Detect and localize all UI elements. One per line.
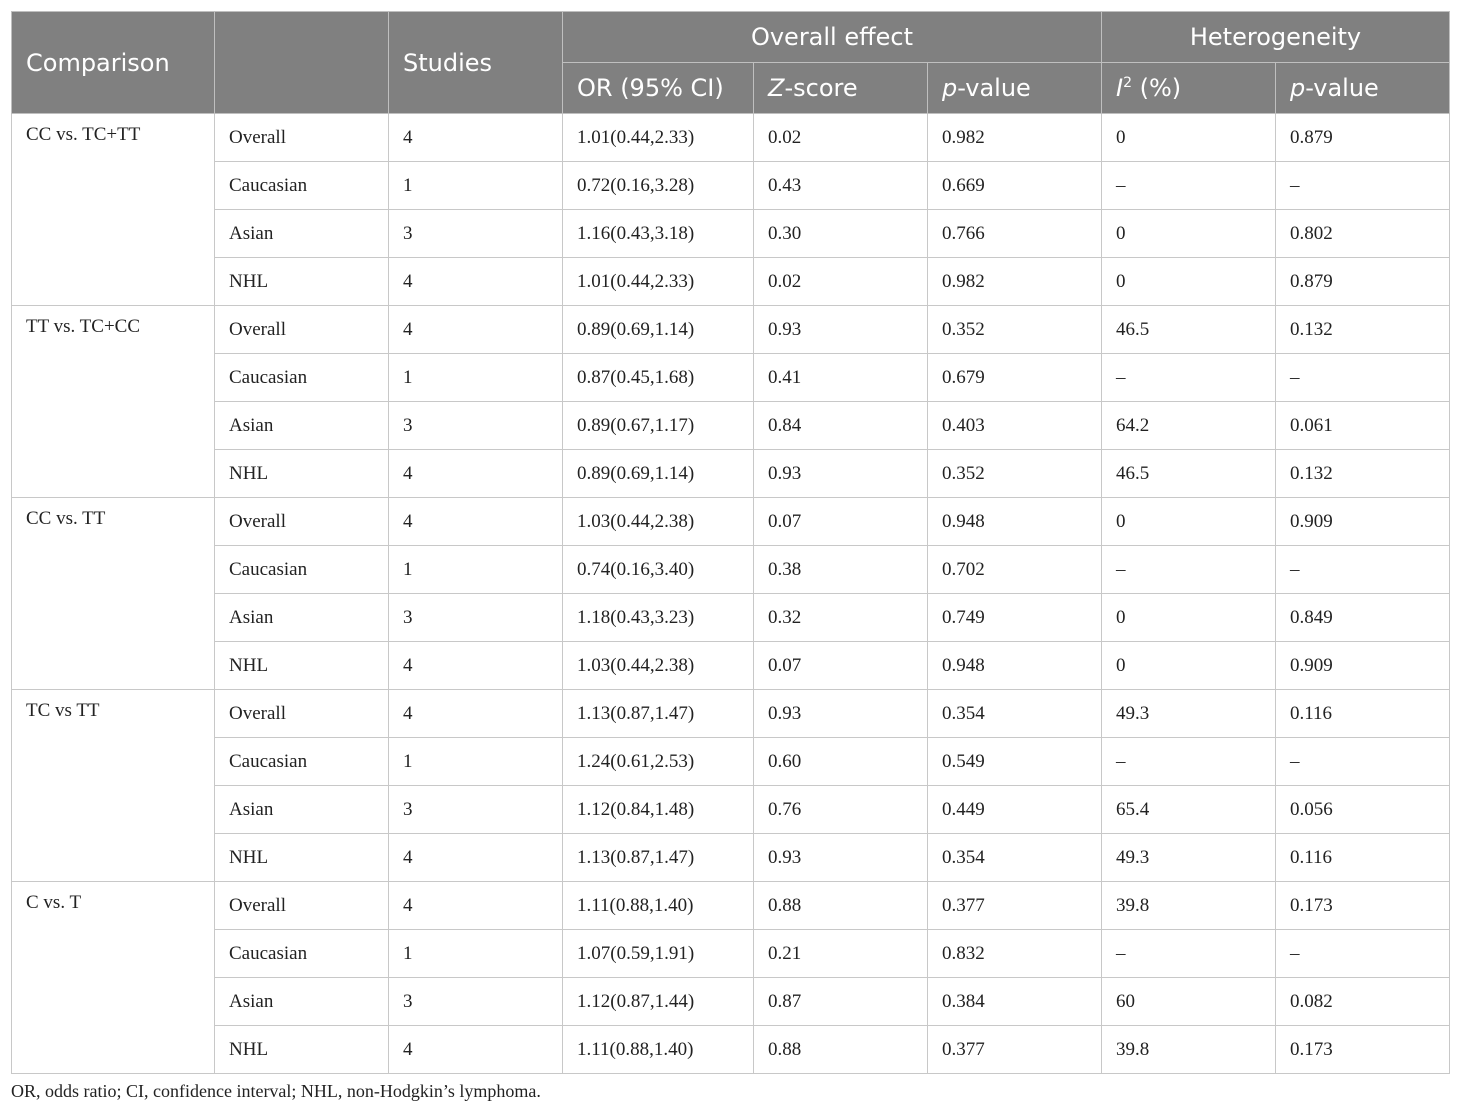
results-table xyxy=(11,11,1450,1074)
cell-studies: 4 xyxy=(389,498,563,546)
cell-subgroup: Caucasian xyxy=(215,546,389,594)
cell-p-value: 0.549 xyxy=(928,738,1102,786)
header-studies: Studies xyxy=(389,12,563,114)
cell-het-p-value: – xyxy=(1276,162,1450,210)
header-i-sup: 2 xyxy=(1123,75,1132,91)
cell-i2: 60 xyxy=(1102,978,1276,1026)
cell-het-p-value: 0.056 xyxy=(1276,786,1450,834)
cell-subgroup: Caucasian xyxy=(215,738,389,786)
cell-or-ci: 1.12(0.87,1.44) xyxy=(563,978,754,1026)
table-row xyxy=(12,882,1450,930)
cell-or-ci: 1.11(0.88,1.40) xyxy=(563,882,754,930)
header-comparison: Comparison xyxy=(12,12,215,114)
cell-or-ci: 1.24(0.61,2.53) xyxy=(563,738,754,786)
cell-comparison: CC vs. TT xyxy=(12,498,215,690)
table-row xyxy=(12,690,1450,738)
table-row xyxy=(12,498,1450,546)
cell-i2: 46.5 xyxy=(1102,450,1276,498)
cell-p-value: 0.702 xyxy=(928,546,1102,594)
cell-p-value: 0.354 xyxy=(928,834,1102,882)
cell-i2: – xyxy=(1102,162,1276,210)
cell-z-score: 0.88 xyxy=(754,882,928,930)
cell-or-ci: 1.12(0.84,1.48) xyxy=(563,786,754,834)
header-p2-rest: -value xyxy=(1305,74,1379,102)
cell-i2: 0 xyxy=(1102,594,1276,642)
header-subgroup xyxy=(215,12,389,114)
cell-or-ci: 1.01(0.44,2.33) xyxy=(563,258,754,306)
cell-z-score: 0.21 xyxy=(754,930,928,978)
cell-p-value: 0.679 xyxy=(928,354,1102,402)
cell-z-score: 0.02 xyxy=(754,258,928,306)
cell-z-score: 0.07 xyxy=(754,642,928,690)
cell-p-value: 0.377 xyxy=(928,1026,1102,1074)
cell-z-score: 0.02 xyxy=(754,114,928,162)
cell-studies: 4 xyxy=(389,642,563,690)
cell-het-p-value: 0.061 xyxy=(1276,402,1450,450)
cell-z-score: 0.76 xyxy=(754,786,928,834)
cell-subgroup: NHL xyxy=(215,1026,389,1074)
cell-subgroup: Overall xyxy=(215,306,389,354)
cell-subgroup: Caucasian xyxy=(215,354,389,402)
cell-studies: 4 xyxy=(389,450,563,498)
header-or-ci: OR (95% CI) xyxy=(563,63,754,114)
cell-p-value: 0.982 xyxy=(928,258,1102,306)
cell-subgroup: Overall xyxy=(215,114,389,162)
cell-studies: 1 xyxy=(389,354,563,402)
cell-het-p-value: – xyxy=(1276,930,1450,978)
table-row xyxy=(12,546,1450,594)
cell-het-p-value: 0.132 xyxy=(1276,450,1450,498)
table-row xyxy=(12,162,1450,210)
cell-i2: 49.3 xyxy=(1102,834,1276,882)
cell-het-p-value: 0.116 xyxy=(1276,690,1450,738)
header-p2-italic: p xyxy=(1290,74,1306,102)
cell-p-value: 0.384 xyxy=(928,978,1102,1026)
cell-p-value: 0.982 xyxy=(928,114,1102,162)
cell-p-value: 0.354 xyxy=(928,690,1102,738)
table-row xyxy=(12,354,1450,402)
cell-studies: 4 xyxy=(389,1026,563,1074)
cell-studies: 1 xyxy=(389,930,563,978)
cell-z-score: 0.93 xyxy=(754,450,928,498)
table-row xyxy=(12,402,1450,450)
cell-z-score: 0.38 xyxy=(754,546,928,594)
cell-subgroup: NHL xyxy=(215,450,389,498)
cell-or-ci: 0.87(0.45,1.68) xyxy=(563,354,754,402)
cell-p-value: 0.766 xyxy=(928,210,1102,258)
header-z-score xyxy=(754,63,928,114)
cell-i2: 39.8 xyxy=(1102,882,1276,930)
cell-studies: 3 xyxy=(389,210,563,258)
table-row xyxy=(12,1026,1450,1074)
header-p-value xyxy=(928,63,1102,114)
cell-comparison: C vs. T xyxy=(12,882,215,1074)
cell-studies: 3 xyxy=(389,402,563,450)
cell-het-p-value: 0.879 xyxy=(1276,114,1450,162)
cell-or-ci: 1.18(0.43,3.23) xyxy=(563,594,754,642)
header-i-italic: I xyxy=(1116,74,1124,102)
cell-comparison: TC vs TT xyxy=(12,690,215,882)
cell-studies: 4 xyxy=(389,258,563,306)
cell-or-ci: 0.89(0.69,1.14) xyxy=(563,450,754,498)
cell-z-score: 0.60 xyxy=(754,738,928,786)
table-footnote: OR, odds ratio; CI, confidence interval; NHL, non-Hodgkin’s lymphoma. xyxy=(11,1081,541,1101)
cell-p-value: 0.669 xyxy=(928,162,1102,210)
cell-i2: 0 xyxy=(1102,498,1276,546)
cell-or-ci: 1.13(0.87,1.47) xyxy=(563,690,754,738)
table-row xyxy=(12,738,1450,786)
cell-het-p-value: 0.082 xyxy=(1276,978,1450,1026)
cell-or-ci: 1.11(0.88,1.40) xyxy=(563,1026,754,1074)
cell-het-p-value: 0.802 xyxy=(1276,210,1450,258)
cell-het-p-value: – xyxy=(1276,738,1450,786)
cell-studies: 4 xyxy=(389,306,563,354)
cell-i2: – xyxy=(1102,930,1276,978)
table-row xyxy=(12,594,1450,642)
cell-p-value: 0.403 xyxy=(928,402,1102,450)
cell-subgroup: NHL xyxy=(215,642,389,690)
cell-i2: 0 xyxy=(1102,210,1276,258)
cell-p-value: 0.749 xyxy=(928,594,1102,642)
cell-het-p-value: 0.879 xyxy=(1276,258,1450,306)
cell-studies: 3 xyxy=(389,594,563,642)
cell-p-value: 0.352 xyxy=(928,306,1102,354)
cell-het-p-value: 0.116 xyxy=(1276,834,1450,882)
cell-subgroup: Overall xyxy=(215,498,389,546)
cell-p-value: 0.449 xyxy=(928,786,1102,834)
cell-z-score: 0.41 xyxy=(754,354,928,402)
cell-or-ci: 0.72(0.16,3.28) xyxy=(563,162,754,210)
table-row xyxy=(12,786,1450,834)
header-heterogeneity: Heterogeneity xyxy=(1102,12,1450,63)
cell-z-score: 0.87 xyxy=(754,978,928,1026)
header-z-rest: -score xyxy=(784,74,858,102)
cell-or-ci: 1.03(0.44,2.38) xyxy=(563,498,754,546)
table-row xyxy=(12,258,1450,306)
cell-het-p-value: – xyxy=(1276,546,1450,594)
header-p-italic: p xyxy=(942,74,958,102)
header-i2 xyxy=(1102,63,1276,114)
cell-het-p-value: 0.132 xyxy=(1276,306,1450,354)
table-row xyxy=(12,834,1450,882)
cell-comparison: TT vs. TC+CC xyxy=(12,306,215,498)
cell-het-p-value: 0.173 xyxy=(1276,882,1450,930)
cell-z-score: 0.93 xyxy=(754,690,928,738)
cell-subgroup: Caucasian xyxy=(215,930,389,978)
table-row xyxy=(12,642,1450,690)
cell-studies: 1 xyxy=(389,738,563,786)
cell-subgroup: Asian xyxy=(215,786,389,834)
cell-or-ci: 0.89(0.69,1.14) xyxy=(563,306,754,354)
cell-het-p-value: 0.909 xyxy=(1276,642,1450,690)
cell-subgroup: Asian xyxy=(215,402,389,450)
cell-subgroup: Asian xyxy=(215,978,389,1026)
cell-subgroup: Asian xyxy=(215,594,389,642)
cell-i2: – xyxy=(1102,546,1276,594)
table-header xyxy=(12,12,1450,114)
cell-studies: 3 xyxy=(389,978,563,1026)
cell-i2: 46.5 xyxy=(1102,306,1276,354)
header-row-1 xyxy=(12,12,1450,63)
cell-i2: 49.3 xyxy=(1102,690,1276,738)
table-row xyxy=(12,930,1450,978)
cell-z-score: 0.30 xyxy=(754,210,928,258)
cell-studies: 1 xyxy=(389,162,563,210)
cell-studies: 4 xyxy=(389,882,563,930)
cell-i2: 0 xyxy=(1102,114,1276,162)
cell-i2: 64.2 xyxy=(1102,402,1276,450)
cell-z-score: 0.88 xyxy=(754,1026,928,1074)
cell-het-p-value: 0.909 xyxy=(1276,498,1450,546)
cell-i2: 0 xyxy=(1102,258,1276,306)
table-row xyxy=(12,306,1450,354)
cell-p-value: 0.352 xyxy=(928,450,1102,498)
cell-studies: 4 xyxy=(389,690,563,738)
header-z-italic: Z xyxy=(768,74,785,102)
header-het-p-value xyxy=(1276,63,1450,114)
cell-studies: 4 xyxy=(389,114,563,162)
cell-p-value: 0.832 xyxy=(928,930,1102,978)
header-overall-effect: Overall effect xyxy=(563,12,1102,63)
cell-subgroup: NHL xyxy=(215,258,389,306)
cell-z-score: 0.84 xyxy=(754,402,928,450)
cell-subgroup: Overall xyxy=(215,882,389,930)
table-body xyxy=(12,114,1450,1074)
table-row xyxy=(12,210,1450,258)
cell-or-ci: 1.07(0.59,1.91) xyxy=(563,930,754,978)
cell-or-ci: 0.74(0.16,3.40) xyxy=(563,546,754,594)
cell-i2: – xyxy=(1102,354,1276,402)
cell-z-score: 0.93 xyxy=(754,834,928,882)
cell-z-score: 0.93 xyxy=(754,306,928,354)
cell-or-ci: 1.03(0.44,2.38) xyxy=(563,642,754,690)
cell-z-score: 0.43 xyxy=(754,162,928,210)
cell-i2: – xyxy=(1102,738,1276,786)
cell-het-p-value: 0.173 xyxy=(1276,1026,1450,1074)
table-row xyxy=(12,450,1450,498)
table-row xyxy=(12,114,1450,162)
cell-or-ci: 1.16(0.43,3.18) xyxy=(563,210,754,258)
cell-or-ci: 1.13(0.87,1.47) xyxy=(563,834,754,882)
cell-het-p-value: 0.849 xyxy=(1276,594,1450,642)
cell-comparison: CC vs. TC+TT xyxy=(12,114,215,306)
table-row xyxy=(12,978,1450,1026)
cell-or-ci: 1.01(0.44,2.33) xyxy=(563,114,754,162)
cell-p-value: 0.948 xyxy=(928,642,1102,690)
cell-subgroup: NHL xyxy=(215,834,389,882)
cell-het-p-value: – xyxy=(1276,354,1450,402)
header-i-rest: (%) xyxy=(1132,74,1182,102)
cell-or-ci: 0.89(0.67,1.17) xyxy=(563,402,754,450)
cell-studies: 1 xyxy=(389,546,563,594)
cell-p-value: 0.377 xyxy=(928,882,1102,930)
cell-z-score: 0.07 xyxy=(754,498,928,546)
cell-subgroup: Caucasian xyxy=(215,162,389,210)
header-p-rest: -value xyxy=(957,74,1031,102)
cell-z-score: 0.32 xyxy=(754,594,928,642)
cell-subgroup: Asian xyxy=(215,210,389,258)
cell-subgroup: Overall xyxy=(215,690,389,738)
cell-i2: 65.4 xyxy=(1102,786,1276,834)
cell-i2: 0 xyxy=(1102,642,1276,690)
cell-i2: 39.8 xyxy=(1102,1026,1276,1074)
cell-studies: 3 xyxy=(389,786,563,834)
cell-p-value: 0.948 xyxy=(928,498,1102,546)
cell-studies: 4 xyxy=(389,834,563,882)
